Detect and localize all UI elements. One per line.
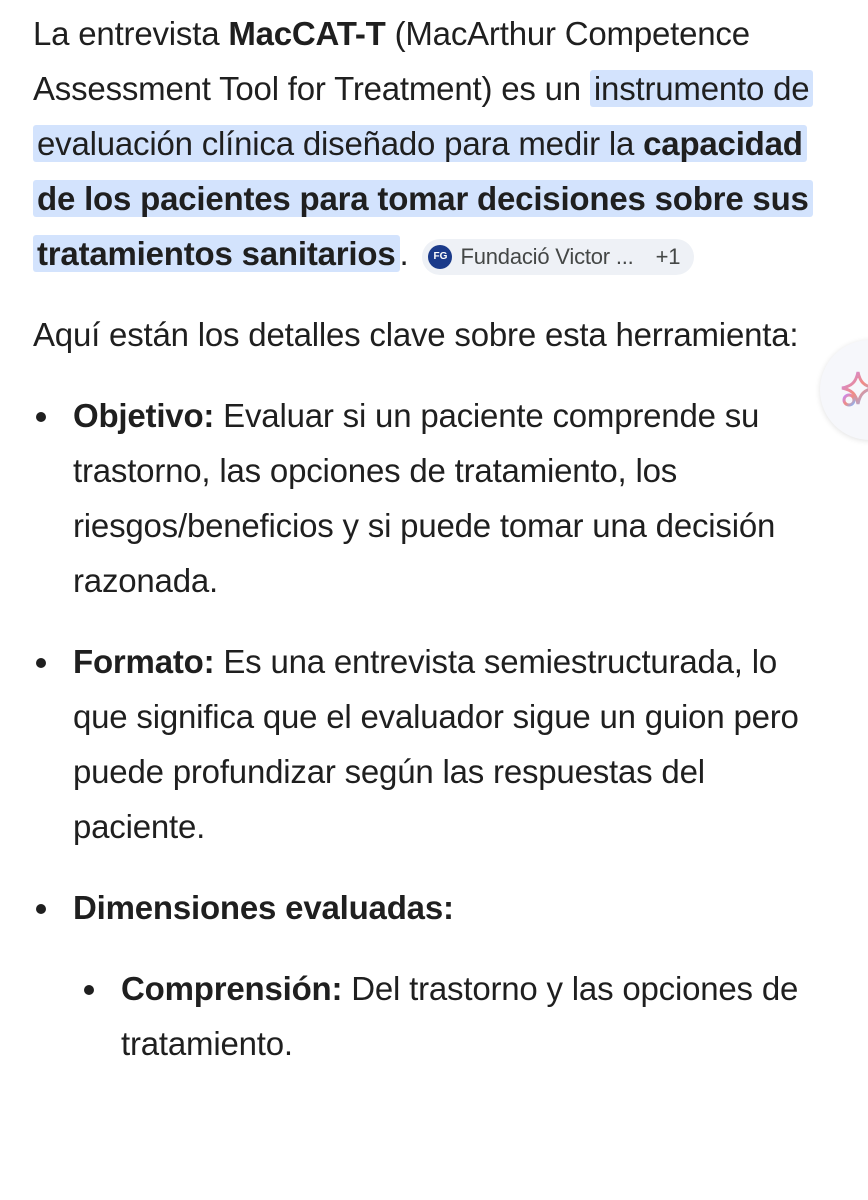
list-item-objetivo — [33, 388, 833, 608]
source-chip-count: +1 — [655, 244, 681, 269]
intro-text-2: (MacArthur Competence Assessment Tool for Treatment) es un — [33, 15, 750, 107]
highlight-bold-text: capacidad de los pacientes para tomar decisiones sobre sus tratamientos sanitarios — [37, 125, 809, 272]
sparkle-icon — [838, 368, 868, 412]
intro-text-1: La entrevista — [33, 15, 229, 52]
source-chip-label: Fundació Victor ... — [460, 244, 634, 269]
dimensions-sublist — [73, 961, 833, 1071]
key-details-list — [33, 388, 833, 1071]
source-logo-icon: FG — [428, 245, 452, 269]
list-item-text: Evaluar si un paciente comprende su trastorno, las opciones de tratamiento, los riesgos/beneficios y si puede tomar una decisión razonada. — [73, 397, 776, 599]
sub-item-comprension — [73, 961, 833, 1071]
list-item-label: Formato: — [73, 643, 215, 680]
sub-item-label: Comprensión: — [121, 970, 343, 1007]
sub-item-text: Del trastorno y las opciones de tratamiento. — [121, 970, 799, 1062]
list-item-dimensiones — [33, 880, 833, 1071]
intro-paragraph — [33, 6, 833, 281]
highlight-text-1: instrumento de evaluación clínica diseñado para medir la — [37, 70, 810, 162]
list-item-formato — [33, 634, 833, 854]
details-intro: Aquí están los detalles clave sobre esta herramienta: — [33, 316, 799, 353]
intro-bold-term: MacCAT-T — [228, 15, 386, 52]
list-item-label: Dimensiones evaluadas: — [73, 889, 454, 926]
intro-period: . — [399, 235, 409, 272]
list-item-label: Objetivo: — [73, 397, 215, 434]
response-content — [33, 6, 833, 1097]
list-item-text: Es una entrevista semiestructurada, lo que significa que el evaluador sigue un guion pero puede profundizar según las respuestas del paciente. — [73, 643, 799, 845]
source-chip[interactable] — [422, 239, 694, 275]
